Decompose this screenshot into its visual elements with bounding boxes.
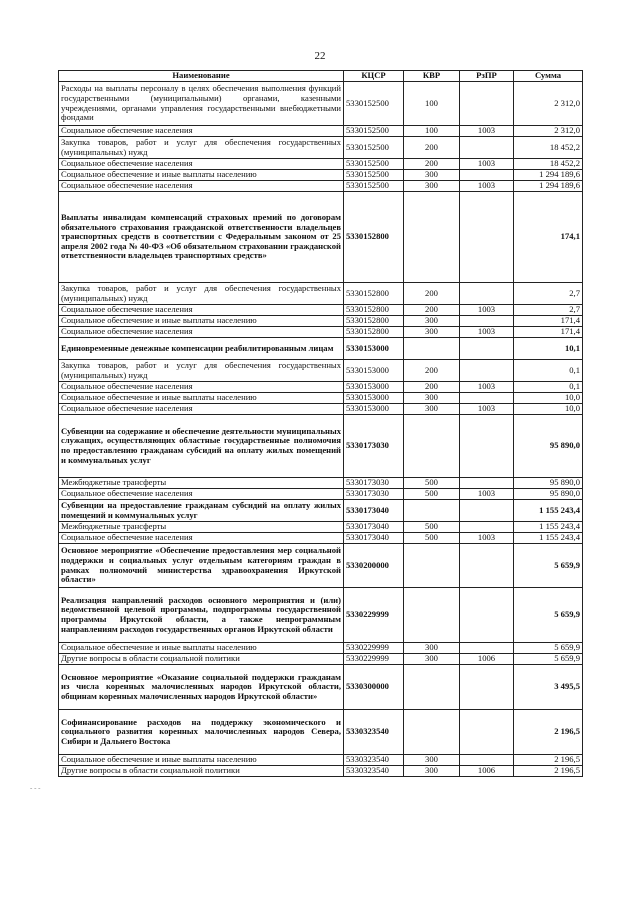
rzpr-cell xyxy=(460,522,514,533)
kcsr-cell: 5330229999 xyxy=(344,654,404,665)
table-row xyxy=(59,415,583,478)
table-row xyxy=(59,533,583,544)
sum-cell: 1 155 243,4 xyxy=(514,522,583,533)
header-kvr: КВР xyxy=(404,71,460,82)
sum-cell: 3 495,5 xyxy=(514,665,583,710)
name-cell: Другие вопросы в области социальной политики xyxy=(59,654,344,665)
rzpr-cell xyxy=(460,500,514,522)
name-cell: Единовременные денежные компенсации реабилитированным лицам xyxy=(59,338,344,360)
sum-cell: 5 659,9 xyxy=(514,654,583,665)
kcsr-cell: 5330173040 xyxy=(344,500,404,522)
sum-cell: 95 890,0 xyxy=(514,478,583,489)
rzpr-cell: 1003 xyxy=(460,126,514,137)
table-row xyxy=(59,643,583,654)
name-cell: Социальное обеспечение населения xyxy=(59,181,344,192)
table-row xyxy=(59,159,583,170)
sum-cell: 1 155 243,4 xyxy=(514,533,583,544)
kcsr-cell: 5330152500 xyxy=(344,170,404,181)
rzpr-cell xyxy=(460,544,514,588)
table-row xyxy=(59,544,583,588)
table-row xyxy=(59,338,583,360)
sum-cell: 2 196,5 xyxy=(514,755,583,766)
name-cell: Основное мероприятие «Обеспечение предоставления мер социальной поддержки и социальных услуг отдельным категориям граждан в рамках полномочий министерства здравоохранения Иркутской области» xyxy=(59,544,344,588)
rzpr-cell xyxy=(460,360,514,382)
name-cell: Межбюджетные трансферты xyxy=(59,478,344,489)
rzpr-cell xyxy=(460,643,514,654)
kcsr-cell: 5330153000 xyxy=(344,338,404,360)
name-cell: Социальное обеспечение населения xyxy=(59,305,344,316)
sum-cell: 2 196,5 xyxy=(514,766,583,777)
sum-cell: 2,7 xyxy=(514,305,583,316)
sum-cell: 10,0 xyxy=(514,404,583,415)
table-row xyxy=(59,654,583,665)
rzpr-cell xyxy=(460,137,514,159)
kcsr-cell: 5330153000 xyxy=(344,382,404,393)
name-cell: Расходы на выплаты персоналу в целях обеспечения выполнения функций государственными (муниципальными) органами, казенными учреждениями, органами управления государственными внебюджетными фондами xyxy=(59,82,344,126)
rzpr-cell: 1003 xyxy=(460,305,514,316)
sum-cell: 18 452,2 xyxy=(514,159,583,170)
sum-cell: 2 312,0 xyxy=(514,126,583,137)
table-row xyxy=(59,393,583,404)
kcsr-cell: 5330229999 xyxy=(344,643,404,654)
kvr-cell: 300 xyxy=(404,170,460,181)
name-cell: Выплаты инвалидам компенсаций страховых премий по договорам обязательного страхования гражданской ответственности владельцев транспортных средств в соответствии с Федеральным законом от 25 апреля 2002 года № 40-ФЗ «Об обязательном страховании гражданской ответственности владельцев транспортных средств» xyxy=(59,192,344,283)
kcsr-cell: 5330173030 xyxy=(344,415,404,478)
name-cell: Субвенции на содержание и обеспечение деятельности муниципальных служащих, осуществляющих областные государственные полномочия по предоставлению гражданам субсидий на оплату жилых помещений и коммунальных услуг xyxy=(59,415,344,478)
sum-cell: 1 294 189,6 xyxy=(514,170,583,181)
kvr-cell xyxy=(404,500,460,522)
rzpr-cell xyxy=(460,755,514,766)
sum-cell: 0,1 xyxy=(514,382,583,393)
sum-cell: 10,1 xyxy=(514,338,583,360)
kcsr-cell: 5330153000 xyxy=(344,404,404,415)
rzpr-cell: 1006 xyxy=(460,654,514,665)
table-row xyxy=(59,382,583,393)
kcsr-cell: 5330152500 xyxy=(344,82,404,126)
table-row xyxy=(59,588,583,643)
rzpr-cell xyxy=(460,283,514,305)
kcsr-cell: 5330173030 xyxy=(344,489,404,500)
kcsr-cell: 5330300000 xyxy=(344,665,404,710)
rzpr-cell: 1003 xyxy=(460,382,514,393)
kvr-cell xyxy=(404,544,460,588)
kvr-cell: 300 xyxy=(404,766,460,777)
sum-cell: 95 890,0 xyxy=(514,489,583,500)
name-cell: Социальное обеспечение населения xyxy=(59,533,344,544)
name-cell: Реализация направлений расходов основного мероприятия и (или) ведомственной целевой программы, подпрограммы государственной программы Иркутской области, а также непрограммным направлениям расходов государственных органов Иркутской области xyxy=(59,588,344,643)
kcsr-cell: 5330229999 xyxy=(344,588,404,643)
rzpr-cell: 1003 xyxy=(460,327,514,338)
table-row xyxy=(59,137,583,159)
kvr-cell: 300 xyxy=(404,316,460,327)
sum-cell: 1 294 189,6 xyxy=(514,181,583,192)
kvr-cell: 300 xyxy=(404,755,460,766)
kcsr-cell: 5330152800 xyxy=(344,316,404,327)
table-row xyxy=(59,316,583,327)
kvr-cell: 300 xyxy=(404,404,460,415)
kvr-cell: 300 xyxy=(404,643,460,654)
header-sum: Сумма xyxy=(514,71,583,82)
table-row xyxy=(59,755,583,766)
rzpr-cell xyxy=(460,588,514,643)
rzpr-cell xyxy=(460,710,514,755)
sum-cell: 10,0 xyxy=(514,393,583,404)
name-cell: Межбюджетные трансферты xyxy=(59,522,344,533)
name-cell: Социальное обеспечение населения xyxy=(59,489,344,500)
kcsr-cell: 5330200000 xyxy=(344,544,404,588)
kcsr-cell: 5330173030 xyxy=(344,478,404,489)
kcsr-cell: 5330152800 xyxy=(344,305,404,316)
kvr-cell: 200 xyxy=(404,283,460,305)
kcsr-cell: 5330152500 xyxy=(344,181,404,192)
table-row xyxy=(59,305,583,316)
kvr-cell: 300 xyxy=(404,181,460,192)
kcsr-cell: 5330323540 xyxy=(344,755,404,766)
kvr-cell xyxy=(404,338,460,360)
budget-table xyxy=(58,70,583,777)
sum-cell: 0,1 xyxy=(514,360,583,382)
name-cell: Социальное обеспечение населения xyxy=(59,126,344,137)
table-row xyxy=(59,766,583,777)
kvr-cell xyxy=(404,665,460,710)
table-row xyxy=(59,478,583,489)
name-cell: Закупка товаров, работ и услуг для обеспечения государственных (муниципальных) нужд xyxy=(59,360,344,382)
table-row xyxy=(59,500,583,522)
kcsr-cell: 5330152800 xyxy=(344,327,404,338)
name-cell: Закупка товаров, работ и услуг для обеспечения государственных (муниципальных) нужд xyxy=(59,283,344,305)
table-row xyxy=(59,126,583,137)
name-cell: Социальное обеспечение и иные выплаты населению xyxy=(59,316,344,327)
header-rzpr: РзПР xyxy=(460,71,514,82)
rzpr-cell: 1003 xyxy=(460,181,514,192)
kvr-cell xyxy=(404,192,460,283)
kvr-cell: 200 xyxy=(404,137,460,159)
kcsr-cell: 5330173040 xyxy=(344,522,404,533)
table-row xyxy=(59,404,583,415)
kvr-cell: 500 xyxy=(404,489,460,500)
table-header-row xyxy=(59,71,583,82)
table-row xyxy=(59,283,583,305)
kcsr-cell: 5330152800 xyxy=(344,283,404,305)
rzpr-cell: 1003 xyxy=(460,159,514,170)
kvr-cell: 500 xyxy=(404,533,460,544)
kcsr-cell: 5330152800 xyxy=(344,192,404,283)
kvr-cell: 500 xyxy=(404,478,460,489)
table-row xyxy=(59,360,583,382)
table-row xyxy=(59,710,583,755)
table-row xyxy=(59,489,583,500)
sum-cell: 2 196,5 xyxy=(514,710,583,755)
name-cell: Социальное обеспечение населения xyxy=(59,404,344,415)
table-row xyxy=(59,192,583,283)
name-cell: Другие вопросы в области социальной политики xyxy=(59,766,344,777)
rzpr-cell: 1003 xyxy=(460,489,514,500)
kcsr-cell: 5330152500 xyxy=(344,137,404,159)
kvr-cell: 300 xyxy=(404,393,460,404)
name-cell: Социальное обеспечение населения xyxy=(59,327,344,338)
kcsr-cell: 5330152500 xyxy=(344,126,404,137)
sum-cell: 2 312,0 xyxy=(514,82,583,126)
sum-cell: 5 659,9 xyxy=(514,643,583,654)
name-cell: Социальное обеспечение населения xyxy=(59,382,344,393)
kcsr-cell: 5330153000 xyxy=(344,360,404,382)
name-cell: Социальное обеспечение и иные выплаты населению xyxy=(59,643,344,654)
rzpr-cell xyxy=(460,82,514,126)
name-cell: Основное мероприятие «Оказание социальной поддержки гражданам из числа коренных малочисленных народов Иркутской области, общинам коренных малочисленных народов Иркутской области» xyxy=(59,665,344,710)
rzpr-cell xyxy=(460,316,514,327)
rzpr-cell xyxy=(460,170,514,181)
kcsr-cell: 5330323540 xyxy=(344,710,404,755)
sum-cell: 5 659,9 xyxy=(514,588,583,643)
sum-cell: 171,4 xyxy=(514,316,583,327)
kvr-cell: 200 xyxy=(404,159,460,170)
kvr-cell: 200 xyxy=(404,305,460,316)
sum-cell: 174,1 xyxy=(514,192,583,283)
rzpr-cell xyxy=(460,665,514,710)
sum-cell: 1 155 243,4 xyxy=(514,500,583,522)
rzpr-cell xyxy=(460,415,514,478)
rzpr-cell xyxy=(460,192,514,283)
table-row xyxy=(59,82,583,126)
rzpr-cell xyxy=(460,478,514,489)
kcsr-cell: 5330323540 xyxy=(344,766,404,777)
kvr-cell: 200 xyxy=(404,360,460,382)
sum-cell: 2,7 xyxy=(514,283,583,305)
header-name: Наименование xyxy=(59,71,344,82)
margin-mark: - - - xyxy=(30,784,41,792)
rzpr-cell xyxy=(460,393,514,404)
kvr-cell: 100 xyxy=(404,82,460,126)
rzpr-cell xyxy=(460,338,514,360)
kcsr-cell: 5330153000 xyxy=(344,393,404,404)
page-number: 22 xyxy=(314,50,326,62)
kvr-cell: 300 xyxy=(404,654,460,665)
kvr-cell: 300 xyxy=(404,327,460,338)
sum-cell: 171,4 xyxy=(514,327,583,338)
name-cell: Социальное обеспечение и иные выплаты населению xyxy=(59,393,344,404)
table-row xyxy=(59,665,583,710)
rzpr-cell: 1003 xyxy=(460,533,514,544)
kvr-cell: 100 xyxy=(404,126,460,137)
name-cell: Закупка товаров, работ и услуг для обеспечения государственных (муниципальных) нужд xyxy=(59,137,344,159)
rzpr-cell: 1003 xyxy=(460,404,514,415)
name-cell: Социальное обеспечение и иные выплаты населению xyxy=(59,755,344,766)
rzpr-cell: 1006 xyxy=(460,766,514,777)
kvr-cell xyxy=(404,710,460,755)
name-cell: Софинансирование расходов на поддержку экономического и социального развития коренных малочисленных народов Севера, Сибири и Дальнего Востока xyxy=(59,710,344,755)
header-kcsr: КЦСР xyxy=(344,71,404,82)
name-cell: Социальное обеспечение и иные выплаты населению xyxy=(59,170,344,181)
kvr-cell: 200 xyxy=(404,382,460,393)
kcsr-cell: 5330152500 xyxy=(344,159,404,170)
table-row xyxy=(59,170,583,181)
kvr-cell xyxy=(404,415,460,478)
kcsr-cell: 5330173040 xyxy=(344,533,404,544)
kvr-cell xyxy=(404,588,460,643)
table-row xyxy=(59,181,583,192)
kvr-cell: 500 xyxy=(404,522,460,533)
name-cell: Субвенции на предоставление гражданам субсидий на оплату жилых помещений и коммунальных услуг xyxy=(59,500,344,522)
sum-cell: 5 659,9 xyxy=(514,544,583,588)
table-row xyxy=(59,327,583,338)
table-row xyxy=(59,522,583,533)
sum-cell: 95 890,0 xyxy=(514,415,583,478)
sum-cell: 18 452,2 xyxy=(514,137,583,159)
name-cell: Социальное обеспечение населения xyxy=(59,159,344,170)
